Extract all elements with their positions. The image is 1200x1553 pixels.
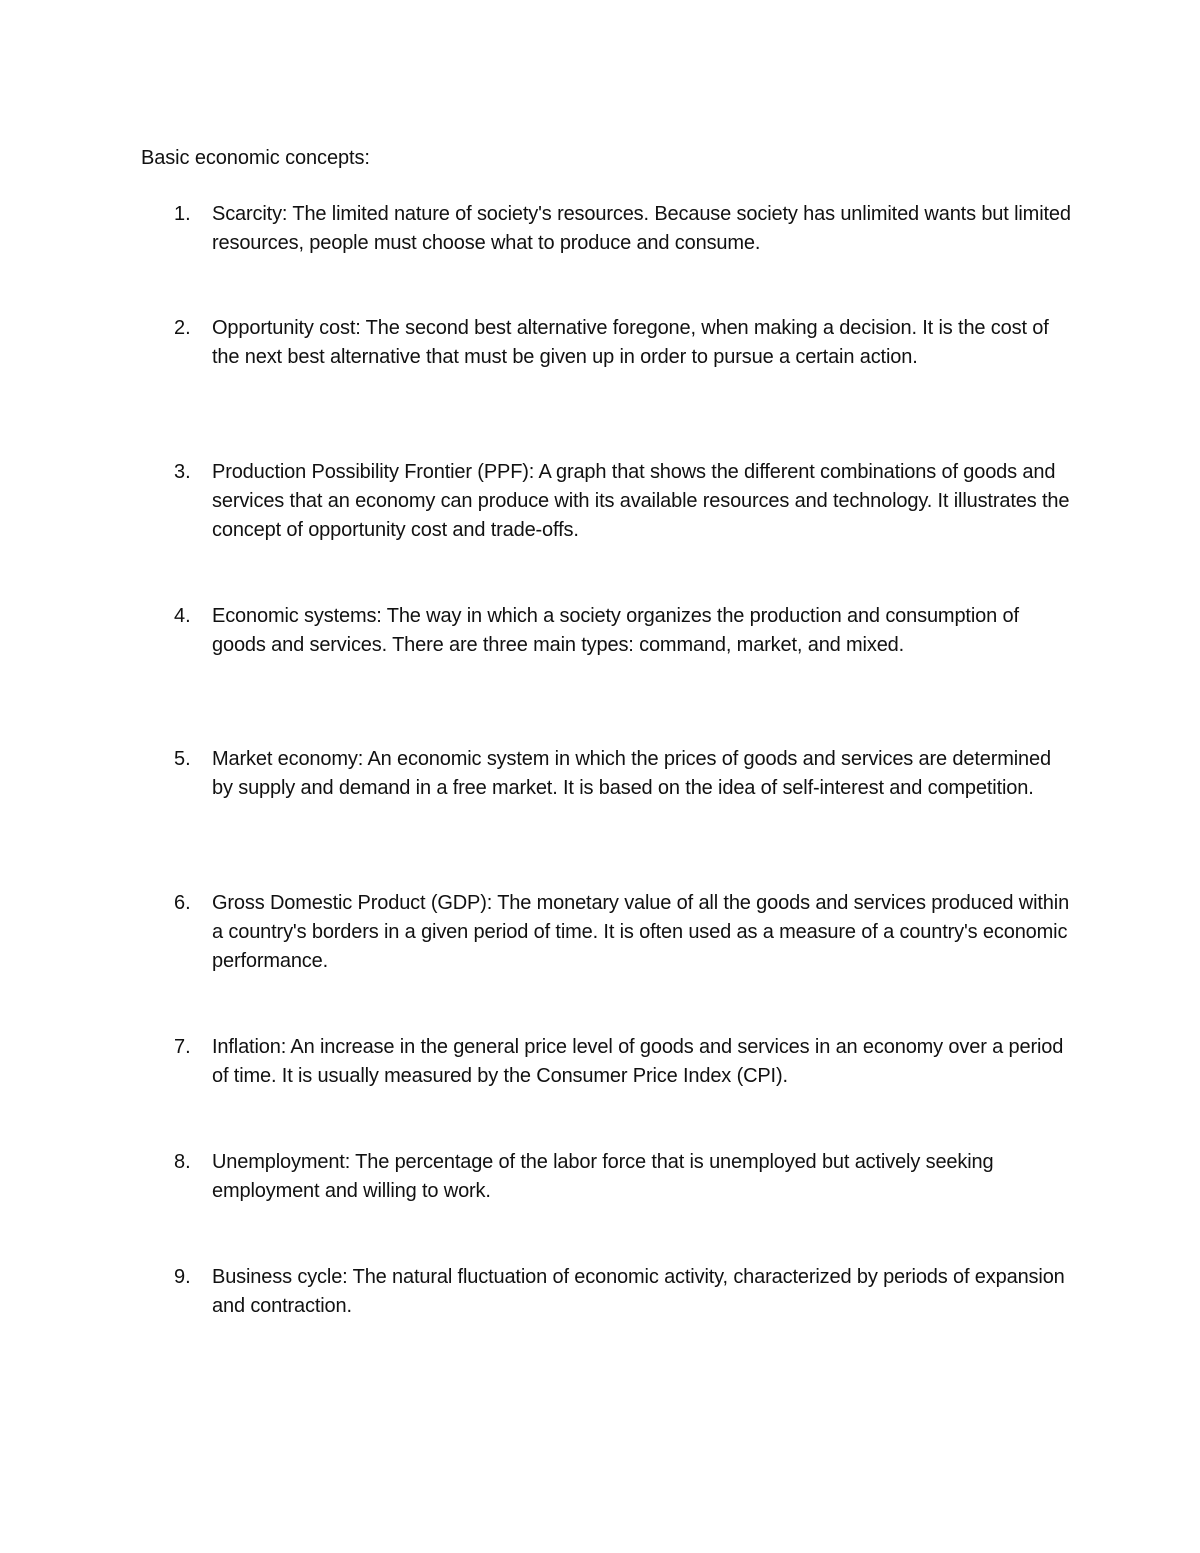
document-title: Basic economic concepts:	[141, 147, 370, 169]
list-item-text: Business cycle: The natural fluctuation of economic activity, characterized by periods of expansion and contraction.	[212, 1266, 1065, 1317]
list-item-number: 1.	[174, 203, 191, 225]
list-item-number: 9.	[174, 1266, 191, 1288]
list-item-number: 8.	[174, 1151, 191, 1173]
list-item-number: 4.	[174, 605, 191, 627]
list-item-text: Market economy: An economic system in which the prices of goods and services are determined by supply and demand in a free market. It is based on the idea of self-interest and competition.	[212, 748, 1051, 799]
list-item-text: Gross Domestic Product (GDP): The monetary value of all the goods and services produced within a country's borders in a given period of time. It is often used as a measure of a country's economic performance.	[212, 892, 1070, 972]
list-item-number: 6.	[174, 892, 191, 914]
list-item-number: 7.	[174, 1036, 191, 1058]
list-item-number: 3.	[174, 461, 191, 483]
list-item-text: Scarcity: The limited nature of society's resources. Because society has unlimited wants but limited resources, people must choose what to produce and consume.	[212, 203, 1071, 254]
list-item-text: Inflation: An increase in the general price level of goods and services in an economy over a period of time. It is usually measured by the Consumer Price Index (CPI).	[212, 1036, 1064, 1087]
list-item-number: 2.	[174, 317, 191, 339]
list-item-text: Economic systems: The way in which a society organizes the production and consumption of goods and services. There are three main types: command, market, and mixed.	[212, 605, 1019, 656]
list-item-text: Opportunity cost: The second best alternative foregone, when making a decision. It is the cost of the next best alternative that must be given up in order to pursue a certain action.	[212, 317, 1049, 368]
list-item-text: Production Possibility Frontier (PPF): A graph that shows the different combinations of goods and services that an economy can produce with its available resources and technology. It illustrates the concept of opportunity cost and trade-offs.	[212, 461, 1070, 541]
list-item-number: 5.	[174, 748, 191, 770]
list-item-text: Unemployment: The percentage of the labor force that is unemployed but actively seeking employment and willing to work.	[212, 1151, 994, 1202]
